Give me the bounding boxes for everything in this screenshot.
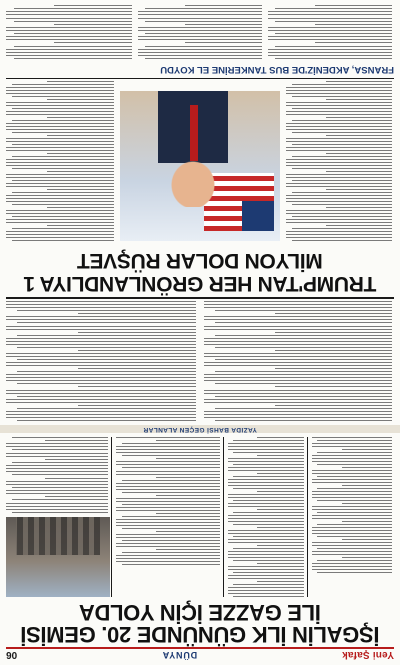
section-divider [6, 297, 394, 299]
section-label: DÜNYA [161, 650, 198, 660]
bottom-article-subheading [6, 63, 150, 75]
box-title: YAZIDA BAHSİ GEÇEN ALANLAR [143, 426, 257, 433]
article-column-text [228, 437, 304, 597]
info-box-text [204, 301, 392, 421]
column-divider [223, 437, 224, 597]
article-column-text [138, 5, 262, 59]
article-column-text [6, 5, 132, 59]
tie-shape [190, 105, 198, 161]
article-column-text [116, 437, 220, 565]
article-column-text [6, 437, 108, 513]
article-column-text [6, 81, 114, 241]
article-column-text [268, 5, 392, 59]
portrait-photo [120, 91, 280, 241]
section-divider [6, 78, 394, 79]
sub-deck [114, 569, 222, 597]
info-box-text [6, 301, 196, 421]
second-headline: TRUMP'TAN HER GRÖNLANDLIYA 1 MİLYON DOLAR RÜŞVET [23, 249, 377, 295]
column-divider [111, 437, 112, 597]
bottom-article-heading: FRANSA, AKDENİZ'DE BUS TANKERİNE EL KOYDU [160, 64, 394, 75]
masthead-bar [6, 647, 394, 661]
ship-photo [6, 517, 110, 597]
left-kicker [312, 577, 392, 597]
page-number: 06 [6, 649, 18, 661]
article-column-text [312, 437, 392, 573]
article-column-text [286, 81, 392, 241]
column-divider [307, 437, 308, 597]
newspaper-logo: Yeni Şafak [341, 649, 394, 661]
main-headline: İŞGALİN İLK GÜNÜNDE 20. GEMİSİ İLE GAZZE İÇİN YOLDA [20, 600, 380, 647]
